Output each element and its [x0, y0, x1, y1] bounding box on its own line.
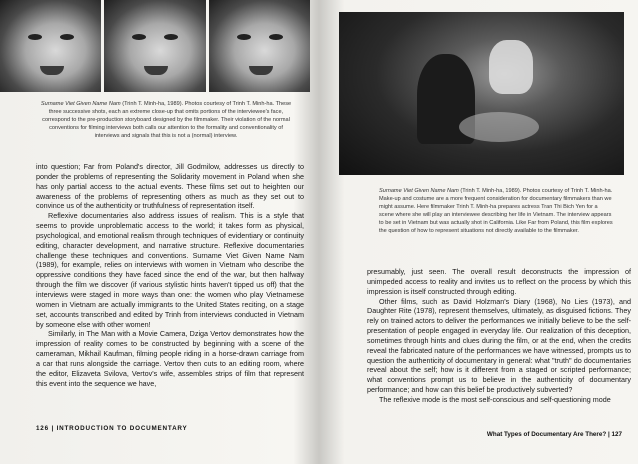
face-photo-1 [0, 0, 101, 92]
photo-caption-left [36, 100, 296, 140]
photo-caption-right [379, 187, 613, 236]
caption-text: (Trinh T. Minh-ha, 1989). Photos courtesy of Trinh T. Minh-ha. Make-up and costume are a more frequent consideration for documentary filmmakers than we might assume. Here filmmaker Trinh T. Minh-ha prepares actress Tran Thi Bich Yen for a scene where she will play an interviewee describing her life in Vietnam. The interview appears to be set in Vietnam but was actually shot in California. Like Far from Poland, this film explores the question of how to represent situations not directly available to the filmmaker. [379, 188, 613, 235]
paragraph: Other films, such as David Holzman's Diary (1968), No Lies (1973), and Daughter Rite (1978), represent themselves, ultimately, as disguised fictions. They rely on trained actors to deliver the performances we initially believe to be the self-presentation of people engaged in everyday life. Our realization of this deception, sometimes through hints and clues during the film, or at the end, when the credits reveal the fabricated nature of the performances we have witnessed, prompts us to question the authenticity of documentary in general: what "truth" do documentaries reveal about the self; how is it different from a staged or scripted performance; what conventions prompt us to believe in the authenticity of documentary performance; and how can this belief be productively subverted? [367, 296, 631, 395]
page-footer-left: 126 | INTRODUCTION TO DOCUMENTARY [36, 425, 188, 432]
caption-title: Surname Viet Given Name Nam [40, 101, 121, 107]
face-photo-strip [0, 0, 310, 92]
face-photo-2 [104, 0, 205, 92]
paragraph: Reflexive documentaries also address issues of realism. This is a style that seems to provide unproblematic access to the world; it takes form as physical, psychological, and emotional realism through techniques of evidentiary or continuity editing, character development, and narrative structure. Reflexive documentaries challenge these techniques and conventions. Surname Viet Given Name Nam (1989), for example, relies on interviews with women in Vietnam who describe the oppressive conditions they have faced since the end of the war, but then halfway through the film we discover (if various stylistic hints haven't tipped us off) that the interviews were staged in more ways than one: the women who play Vietnamese women in Vietnam are actually immigrants to the United States reciting, on a stage set, accounts transcribed and edited by Trinh from interviews conducted in Vietnam by someone else with other women! [36, 211, 304, 329]
light-highlight [459, 112, 539, 142]
page-footer-right: What Types of Documentary Are There? | 127 [486, 431, 622, 438]
caption-title: Surname Viet Given Name Nam [379, 188, 459, 194]
makeup-photo [339, 12, 624, 175]
filmmaker-figure [489, 40, 533, 94]
body-text-right [367, 267, 631, 405]
paragraph: The reflexive mode is the most self-conscious and self-questioning mode [379, 394, 611, 404]
body-text-left [36, 162, 304, 388]
paragraph: into question; Far from Poland's director, Jill Godmilow, addresses us directly to ponder the problems of representing the Solidarity movement in Poland when she has only partial access to the actual events. These films set out to heighten our awareness of the problems of representing others as much as they set out to convince us of the authenticity or truthfulness of representation itself. [36, 162, 304, 211]
caption-text: (Trinh T. Minh-ha, 1989). Photos courtesy of Trinh T. Minh-ha. These three successive shots, each an extreme close-up that omits portions of the interviewee's face, correspond to the pre-production storyboard designed by the filmmaker. Their violation of the normal conventions for filming interviews both calls our attention to the formality and conventionality of interviews and signals that this is not a (normal) interview. [42, 101, 292, 140]
right-page [319, 0, 638, 464]
paragraph: Similarly, in The Man with a Movie Camera, Dziga Vertov demonstrates how the impression of reality comes to be constructed by beginning with a scene of the cameraman, Mikhail Kaufman, filming people riding in a horse-drawn carriage from a car that runs alongside the carriage. Vertov then cuts to an editing room, where the editor, Elizaveta Svilova, Vertov's wife, assembles strips of film that represent this event into the sequence we have, [36, 329, 304, 388]
paragraph: presumably, just seen. The overall result deconstructs the impression of unimpeded access to reality and invites us to reflect on the process by which this impression is itself constructed through editing. [367, 267, 631, 296]
face-photo-3 [209, 0, 310, 92]
